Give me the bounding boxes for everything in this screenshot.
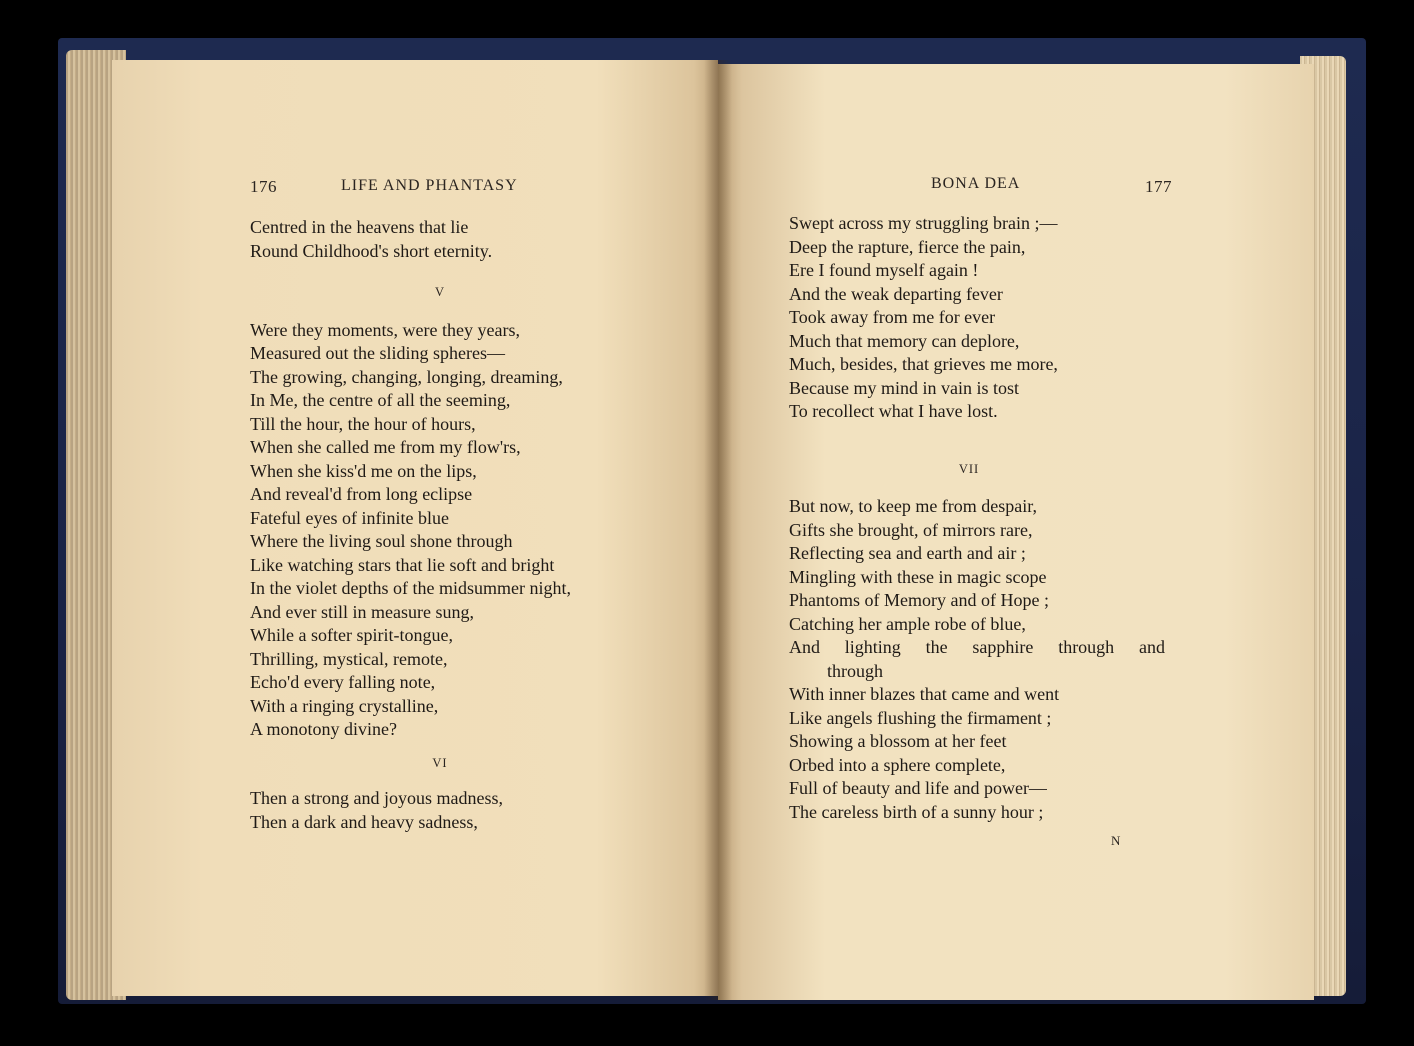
poem-line: Reflecting sea and earth and air ; (789, 543, 1026, 563)
poem-line: But now, to keep me from despair, (789, 496, 1038, 516)
poem-line: To recollect what I have lost. (789, 401, 998, 421)
poem-line: Orbed into a sphere complete, (789, 754, 1006, 775)
signature-mark: N (1111, 833, 1122, 848)
poem-line: Like watching stars that lie soft and bright (250, 554, 555, 575)
right-poem-block (789, 212, 1189, 824)
poem-line: When she kiss'd me on the lips, (250, 460, 477, 481)
poem-line: With inner blazes that came and went (789, 684, 1060, 704)
poem-line: Swept across my struggling brain ;— (789, 213, 1058, 233)
section-heading-vi: VI (432, 755, 448, 770)
poem-line: The growing, changing, longing, dreaming, (250, 366, 563, 387)
justified-word: the (925, 637, 948, 657)
poem-line: Till the hour, the hour of hours, (250, 413, 476, 434)
poem-line: Phantoms of Memory and of Hope ; (789, 590, 1049, 610)
section-heading-v: V (434, 285, 446, 299)
poem-line: Took away from me for ever (789, 307, 996, 327)
poem-line: Much that memory can deplore, (789, 330, 1020, 351)
poem-line: In the violet depths of the midsummer night, (250, 578, 571, 598)
justified-word: And (789, 637, 820, 657)
poem-line-continuation: through (827, 660, 883, 681)
poem-line: Full of beauty and life and power— (789, 778, 1047, 798)
poem-line: Gifts she brought, of mirrors rare, (789, 519, 1033, 540)
justified-word: lighting (844, 637, 901, 657)
stanza-vii-a (789, 495, 1189, 636)
poem-line: With a ringing crystalline, (250, 695, 439, 716)
right-page-number: 177 (1145, 177, 1172, 196)
poem-line: Thrilling, mystical, remote, (250, 648, 448, 669)
poem-line: And reveal'd from long eclipse (250, 484, 473, 504)
justified-word: and (1138, 637, 1165, 657)
poem-line: Showing a blossom at her feet (789, 731, 1007, 751)
book-gutter (704, 60, 732, 1000)
right-top-lines (789, 212, 1189, 424)
justified-line (789, 636, 1165, 660)
stanza-vii-b (789, 683, 1189, 824)
poem-line: In Me, the centre of all the seeming, (250, 390, 511, 410)
stanza-v (250, 319, 670, 742)
poem-line: And ever still in measure sung, (250, 601, 474, 622)
left-page-number: 176 (250, 177, 277, 196)
poem-line: Much, besides, that grieves me more, (789, 354, 1058, 374)
poem-line: Round Childhood's short eternity. (250, 240, 493, 261)
left-top-lines (250, 216, 670, 263)
poem-line: Then a dark and heavy sadness, (250, 811, 478, 832)
justified-word: through (1058, 637, 1115, 657)
poem-line: Deep the rapture, fierce the pain, (789, 236, 1026, 257)
poem-line: Mingling with these in magic scope (789, 566, 1047, 587)
poem-line: The careless birth of a sunny hour ; (789, 801, 1044, 822)
left-running-head: LIFE AND PHANTASY (341, 177, 518, 194)
poem-line: Were they moments, were they years, (250, 319, 520, 340)
poem-line: A monotony divine? (250, 719, 397, 739)
poem-line: Catching her ample robe of blue, (789, 613, 1026, 634)
poem-line: Ere I found myself again ! (789, 260, 979, 280)
right-running-head: BONA DEA (931, 175, 1021, 192)
stanza-vi (250, 787, 670, 834)
poem-line: Where the living soul shone through (250, 531, 513, 551)
poem-line: Measured out the sliding spheres— (250, 343, 505, 363)
poem-line: Like angels flushing the firmament ; (789, 707, 1052, 728)
section-heading-vii: VII (958, 461, 980, 476)
poem-line: Centred in the heavens that lie (250, 217, 469, 237)
left-poem-block (250, 216, 670, 834)
poem-line: Echo'd every falling note, (250, 672, 436, 692)
poem-line: While a softer spirit-tongue, (250, 625, 453, 645)
poem-line: When she called me from my flow'rs, (250, 437, 521, 457)
poem-line: Because my mind in vain is tost (789, 377, 1019, 398)
justified-word: sapphire (972, 637, 1034, 657)
poem-line: Then a strong and joyous madness, (250, 788, 503, 808)
poem-line: And the weak departing fever (789, 283, 1003, 304)
poem-line: Fateful eyes of infinite blue (250, 507, 449, 528)
